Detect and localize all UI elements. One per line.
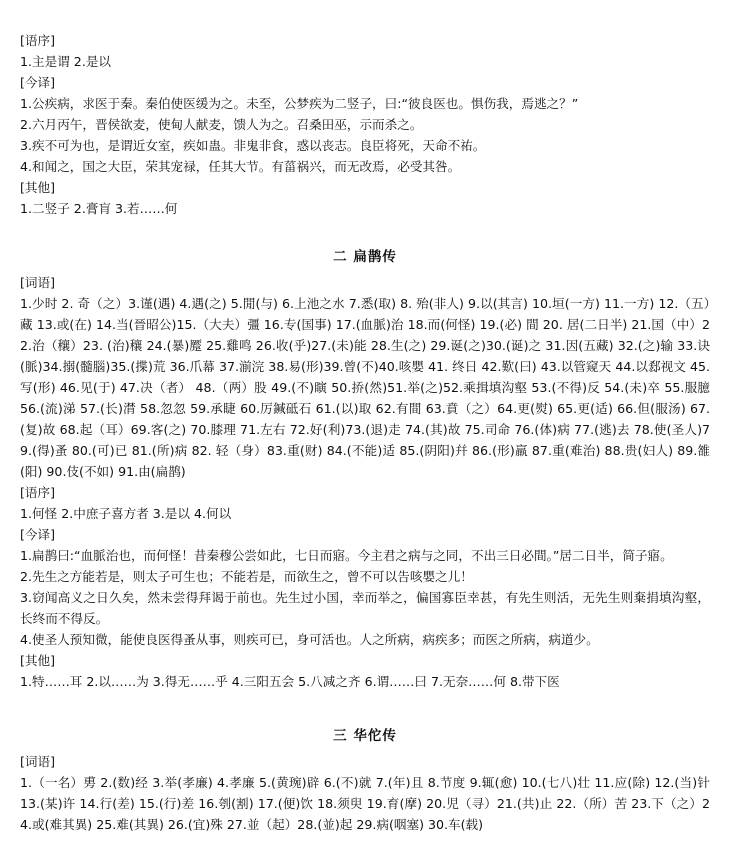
jinyi-tag: [今译]	[20, 75, 56, 90]
yuxu-answers: 1.何怪 2.中庶子喜方者 3.是以 4.何以	[20, 506, 232, 521]
yuxu-answers: 1.主是谓 2.是以	[20, 54, 112, 69]
section-title: 三 华佗传	[333, 728, 397, 744]
jinyi-item: 3.疾不可为也，是谓近女室，疾如蛊。非鬼非食，惑以丧志。良臣将死，天命不祐。	[20, 138, 486, 153]
qita-answers: 1.二竖子 2.膏肓 3.若……何	[20, 201, 178, 216]
ciyu-answers: 1.（一名）旉 2.(数)经 3.举(孝廉) 4.孝廉 5.(黄琬)辟 6.(不)就 7.(年)且 8.节度 9.辄(愈) 10.(七八)壮 11.应(除) 12.(当)针 13.(某)许 14.行(差) 15.(行)差 16.刳(割) 17.(便)饮 18.须臾 19.育(摩) 20.児（寻）21.(共)止 22.（所）苦 23.下（之）24.或(难其異) 25.难(其異) 26.(宜)殊 27.並（起）28.(並)起 29.病(咽塞) 30.车(载)	[20, 775, 710, 832]
ciyu-tag: [词语]	[20, 754, 56, 769]
section-title: 二 扁鹊传	[333, 249, 397, 265]
section-bianque	[20, 247, 710, 692]
section-zuozhuan	[20, 30, 710, 219]
qita-answers: 1.特……耳 2.以……为 3.得无……乎 4.三阳五会 5.八减之齐 6.谓……曰 7.无奈……何 8.带下医	[20, 674, 560, 689]
section-huatuo	[20, 726, 710, 835]
jinyi-tag: [今译]	[20, 527, 56, 542]
jinyi-item: 4.和闻之，国之大臣，荣其宠禄，任其大节。有菑祸兴，而无改焉，必受其咎。	[20, 159, 461, 174]
ciyu-answers: 1.少时 2. 奇（之）3.谨(遇) 4.遇(之) 5.閒(与) 6.上池之水 7.悉(取) 8. 殆(非人) 9.以(其言) 10.垣(一方) 11.一方) 12.（五）藏 13.或(在) 14.当(晉昭公)15.（大夫）彊 16.专(国事) 17.(血脈)治 18.而(何怪) 19.(必) 間 20. 居(二日半) 21.国（中）22.治（穰）23. (治)穰 24.(暴)蹷 25.雞鸣 26.收(乎)27.(未)能 28.生(之) 29.诞(之)30.(诞)之 31.因(五藏) 32.(之)输 33.诀(脈)34.搦(髓腦)35.(揲)荒 36.爪幕 37.湔浣 38.易(形)39.曾(不)40.咳嬰 41. 终日 42.歎(曰) 43.以管窥天 44.以郄视文 45.写(形) 46.见(于) 47.决（者） 48.（两）股 49.(不)瞚 50.挢(然)51.举(之)52.乘揖填沟壑 53.(不得)反 54.(未)卒 55.服臆 56.(流)涕 57.(长)潸 58.忽忽 59.承睫 60.厉鍼砥石 61.(以)取 62.有間 63.賁（之）64.更(熨) 65.更(适) 66.但(服汤) 67.(复)故 68.起（耳）69.客(之) 70.膝理 71.左右 72.好(利)73.(退)走 74.(其)故 75.司命 76.(体)病 77.(逃)去 78.使(圣人)79.(得)蚤 80.(可)已 81.(所)病 82. 轻（身）83.重(财) 84.(不能)适 85.(阴阳)幷 86.(形)羸 87.重(难治) 88.贵(妇人) 89.雒(阳) 90.伎(不如) 91.由(扁鹊)	[20, 296, 710, 479]
ciyu-tag: [词语]	[20, 275, 56, 290]
jinyi-item: 1.公疾病，求医于秦。秦伯使医缓为之。未至，公梦疾为二竖子，曰:“彼良医也。惧伤我，焉逃之？”	[20, 96, 579, 111]
qita-tag: [其他]	[20, 653, 56, 668]
jinyi-item: 3.窃闻高义之日久矣，然未尝得拜谒于前也。先生过小国，幸而举之，偏国寡臣幸甚，有先生则活，无先生则棄捐填沟壑，长终而不得反。	[20, 590, 710, 626]
jinyi-item: 2.先生之方能若是，则太子可生也；不能若是，而欲生之，曾不可以告咳嬰之儿！	[20, 569, 473, 584]
jinyi-item: 1.扁鹊曰:“血脈治也，而何怪！昔秦穆公尝如此，七日而寤。今主君之病与之同，不出三日必間。”居二日半，简子寤。	[20, 548, 673, 563]
yuxu-tag: [语序]	[20, 485, 56, 500]
jinyi-item: 2.六月丙午，晋侯欲麦，使甸人献麦，馈人为之。召桑田巫，示而杀之。	[20, 117, 423, 132]
yuxu-tag: [语序]	[20, 33, 56, 48]
qita-tag: [其他]	[20, 180, 56, 195]
jinyi-item: 4.使圣人预知微，能使良医得蚤从事，则疾可已，身可活也。人之所病，病疾多；而医之所病，病道少。	[20, 632, 599, 647]
